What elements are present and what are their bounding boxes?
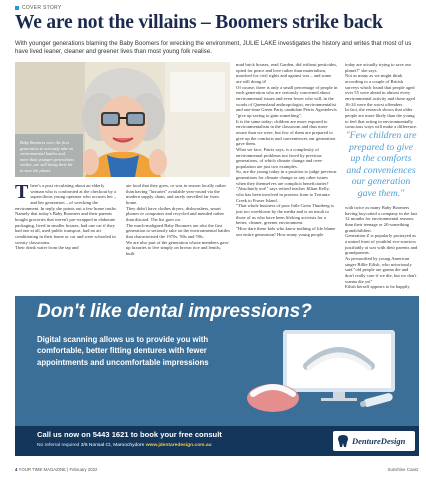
issue-date: February 2022 <box>69 467 98 472</box>
ad-call-to-action[interactable]: Call us now on 5443 1621 to book your free consult <box>37 430 222 439</box>
column-4-top <box>345 62 418 130</box>
ad-body: Digital scanning allows us to provide you with comfortable, better fitting dentures with fewer appointments and uncomfortable impressions <box>37 335 209 367</box>
article-standfirst: With younger generations blaming the Baby Boomers for wrecking the environment, JULIE LAKE investigates the history and writes that most of us have lived leaner, cleaner and greener lives than most young folk realise. <box>15 40 412 55</box>
column-1 <box>15 183 119 251</box>
ad-no-referral: No referral required <box>37 443 80 448</box>
col4b-paragraph: Eilish herself appears to be happily <box>345 284 410 290</box>
col4b-paragraph: Generation Z is popularly portrayed as a united front of youthful eco-warriors justifiably at war with their parents and grandparents. <box>345 233 418 256</box>
ad-address-line <box>37 443 212 448</box>
col1-paragraph: Their drink water from the tap and <box>15 245 79 251</box>
photo-caption: Baby Boomers were the first generation to seriously take on environmental battles and, more than younger generations realise, are still doing their bit to save the planet. <box>20 140 74 173</box>
article-headline: We are not the villains – Boomers strike back <box>15 12 383 33</box>
ad-contact-bar <box>15 426 419 456</box>
col3-paragraph: mud brick houses, read Garden, did without pesticides, opted for peace and love rather than materialism, marched for civil rights and against war – and some are still doing it! <box>236 62 338 84</box>
col3-paragraph: Of course, there is only a small percentage of people in each generation who are seriously concerned about environmental issues and even fewer who will, in the words of Queensland anthropologist, environmentalist and one-time Green Party candidate Petrix Agostelevis "give up saving to gain something". <box>236 84 338 118</box>
col2-paragraph: They didn't have clothes dryers, dishwashers, smart phones or computers and recycled and mended rather than discard. The list goes on. <box>126 205 225 222</box>
col3-paragraph: "Absolutely not!" says retired teacher Jillian Kelly, who has been involved in protests from to Terrania Creek to Fraser Island. <box>236 186 330 203</box>
article-photo <box>15 62 230 177</box>
col2-paragraph: We are also part of the generation whose members gave up luxuries to live simply on brown rice and lentils, built <box>126 239 229 256</box>
ad-headline: Don't like dental impressions? <box>37 301 312 322</box>
column-2 <box>126 183 230 257</box>
page-footer-left: 4 YOUR TIME MAGAZINE | February 2022 <box>15 467 98 472</box>
col2-paragraph: ate food that they grew, or was in season locally rather than having "luxuries" available year-round via the modern supply chain, and rarely travelled far from home. <box>126 183 227 205</box>
drop-cap: T <box>15 181 29 203</box>
logo-text: DentureDesign <box>352 436 406 446</box>
page-number: 4 <box>15 467 18 472</box>
col1-paragraph: here's a post circulating about an elderly woman who is confronted at the checkout by a supercilious young operator who accuses her – and her generation – of wrecking the environment. In reply she points out a few home truths. <box>15 183 117 211</box>
col1-paragraph: Namely that today's Baby Boomers and their parents bought groceries that weren't pre-wrapped in elaborate packaging, lived in smaller houses, had one car if they had one at all, used public transport, had no air conditioning in their home or car and were schooled in sweaty classrooms. <box>15 211 116 245</box>
ad-address: 3/6 Nonsal Ct, Maroochydore <box>80 443 145 448</box>
col3-paragraph: So, are the young today in a position to judge previous generations for climate change or any other issues when they themselves are complicit beneficiaries? <box>236 169 337 186</box>
tooth-icon <box>336 434 350 448</box>
ad-website-link[interactable]: www.jdentaredesign.com.au <box>145 443 212 448</box>
publication-name: YOUR TIME MAGAZINE <box>18 467 66 472</box>
section-label <box>15 5 62 11</box>
column-4-bottom <box>345 205 418 290</box>
dental-scan-illustration <box>243 326 413 422</box>
denture-design-logo <box>333 431 415 451</box>
col4-paragraph: today are actually trying to save our planet?" she says. <box>345 62 412 73</box>
col2-paragraph: The much-maligned Baby Boomers are also the first generation to seriously take on the environmental battles that characterised the 1970s, '80s and '90s. <box>126 222 230 239</box>
col4b-paragraph: As personified by young American singer Billie Eilish, who notoriously said "old people are gonna die and don't really care if we die, but we don't wanna die yet" <box>345 255 417 284</box>
col3-paragraph: What we face, Patrix says, is a complexity of environmental problems not faced by previous generations, of which climate change and over-population are just two examples. <box>236 146 324 169</box>
pull-quote: "Few children are prepared to give up the comforts and conveniences our generation gave them." <box>345 130 417 199</box>
col3-paragraph: "How dare these kids who know nothing of life blame our entire generation! How many young people <box>236 226 336 237</box>
column-3 <box>236 62 338 237</box>
col4-paragraph: Not as many as we might think according to a couple of British surveys which found that people aged over 55 were ahead in almost every environmental activity and those aged 16-24 were the worst offenders. <box>345 73 415 107</box>
col4b-paragraph: with twice as many Baby Boomers having boycotted a company in the last 12 months for environmental reasons than their teenage or 20-something grandchildren. <box>345 205 417 233</box>
dental-advertisement[interactable] <box>15 296 419 456</box>
page-footer-region: Sunshine Coast <box>387 467 418 472</box>
section-label-text: COVER STORY <box>22 5 62 11</box>
section-square-icon <box>15 6 19 10</box>
col3-paragraph: It is the same today; children are more exposed to environmentalism in the classroom and thus more aware than we were, but few of them are prepared to give up the comforts and conveniences our generation gave them. <box>236 118 336 147</box>
col4-paragraph: In fact, the research shows that older people are more likely than the young to feel that acting in environmentally conscious ways will make a difference. <box>345 107 418 130</box>
col3-paragraph: "That whole business of poor little Greta Thunberg is just too overblown by the media and is an insult to those of us who have been lifelong activists for a better, cleaner, greener environment. <box>236 203 334 226</box>
